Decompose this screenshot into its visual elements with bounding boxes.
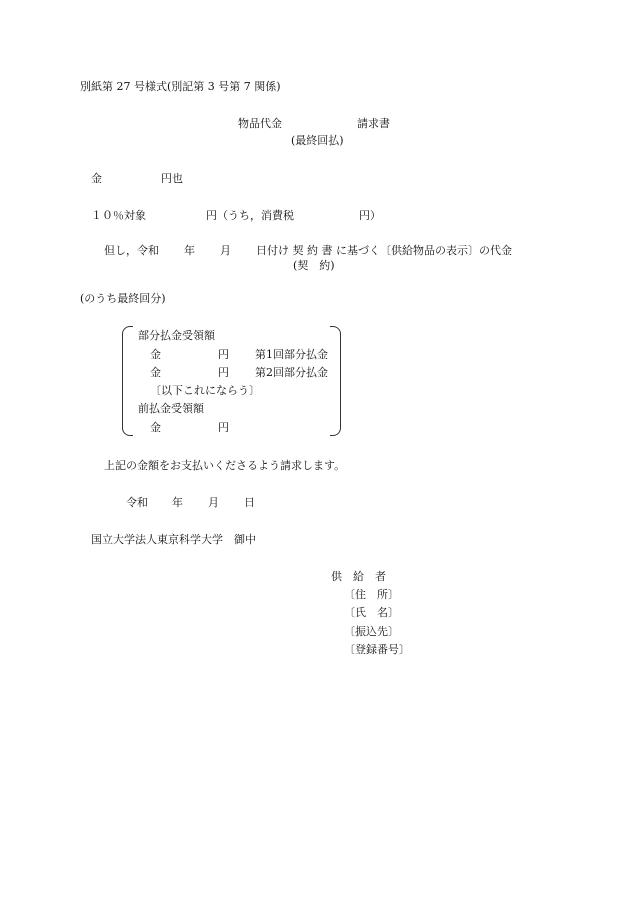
partial-title: 部分払金受領額 (138, 329, 215, 342)
tax-yen: 円（うち，消費税 (206, 209, 294, 222)
supplier-address: 〔住 所〕 (344, 588, 399, 601)
date-hi: 日 (244, 496, 255, 509)
date-nen: 年 (172, 496, 183, 509)
left-brace (122, 326, 133, 436)
advance-title: 前払金受領額 (138, 402, 204, 415)
proviso-rest: 日付け 契 約 書 に基づく〔供給物品の表示〕の代金 (256, 244, 512, 257)
partial-row-2-label: 第2回部分払金 (255, 366, 328, 379)
partial-row-2-kin: 金 (150, 366, 161, 379)
advance-yen: 円 (218, 421, 229, 434)
partial-row-1-label: 第1回部分払金 (255, 348, 328, 361)
title-part2: 請求書 (357, 117, 390, 130)
tax-yen-close: 円） (359, 209, 381, 222)
partial-follow: 〔以下これにならう〕 (150, 384, 260, 397)
partial-row-1-yen: 円 (218, 348, 229, 361)
proviso-tsuki: 月 (220, 244, 231, 257)
form-id: 別紙第 27 号様式(別記第 3 号第 7 関係) (80, 80, 281, 93)
supplier-name: 〔氏 名〕 (344, 606, 399, 619)
partial-row-2-yen: 円 (218, 366, 229, 379)
date-tsuki: 月 (208, 496, 219, 509)
date-era: 令和 (126, 496, 148, 509)
supplier-label: 供 給 者 (331, 570, 386, 583)
supplier-reg-no: 〔登録番号〕 (344, 643, 410, 656)
addressee: 国立大学法人東京科学大学 御中 (91, 533, 256, 546)
proviso-nen: 年 (184, 244, 195, 257)
right-brace (330, 326, 341, 436)
title-part1: 物品代金 (238, 117, 282, 130)
title-sub: (最終回払) (291, 134, 344, 147)
advance-kin: 金 (150, 421, 161, 434)
tax-target: １０％対象 (91, 209, 146, 222)
supplier-bank: 〔振込先〕 (344, 625, 399, 638)
amount-yen: 円也 (161, 172, 183, 185)
final-note: (のうち最終回分) (80, 292, 166, 305)
request-text: 上記の金額をお支払いくださるよう請求します。 (104, 459, 346, 472)
proviso-tadashi: 但し，令和 (104, 244, 159, 257)
proviso-paren: (契 約) (293, 259, 335, 272)
partial-row-1-kin: 金 (150, 348, 161, 361)
amount-kin: 金 (91, 172, 102, 185)
